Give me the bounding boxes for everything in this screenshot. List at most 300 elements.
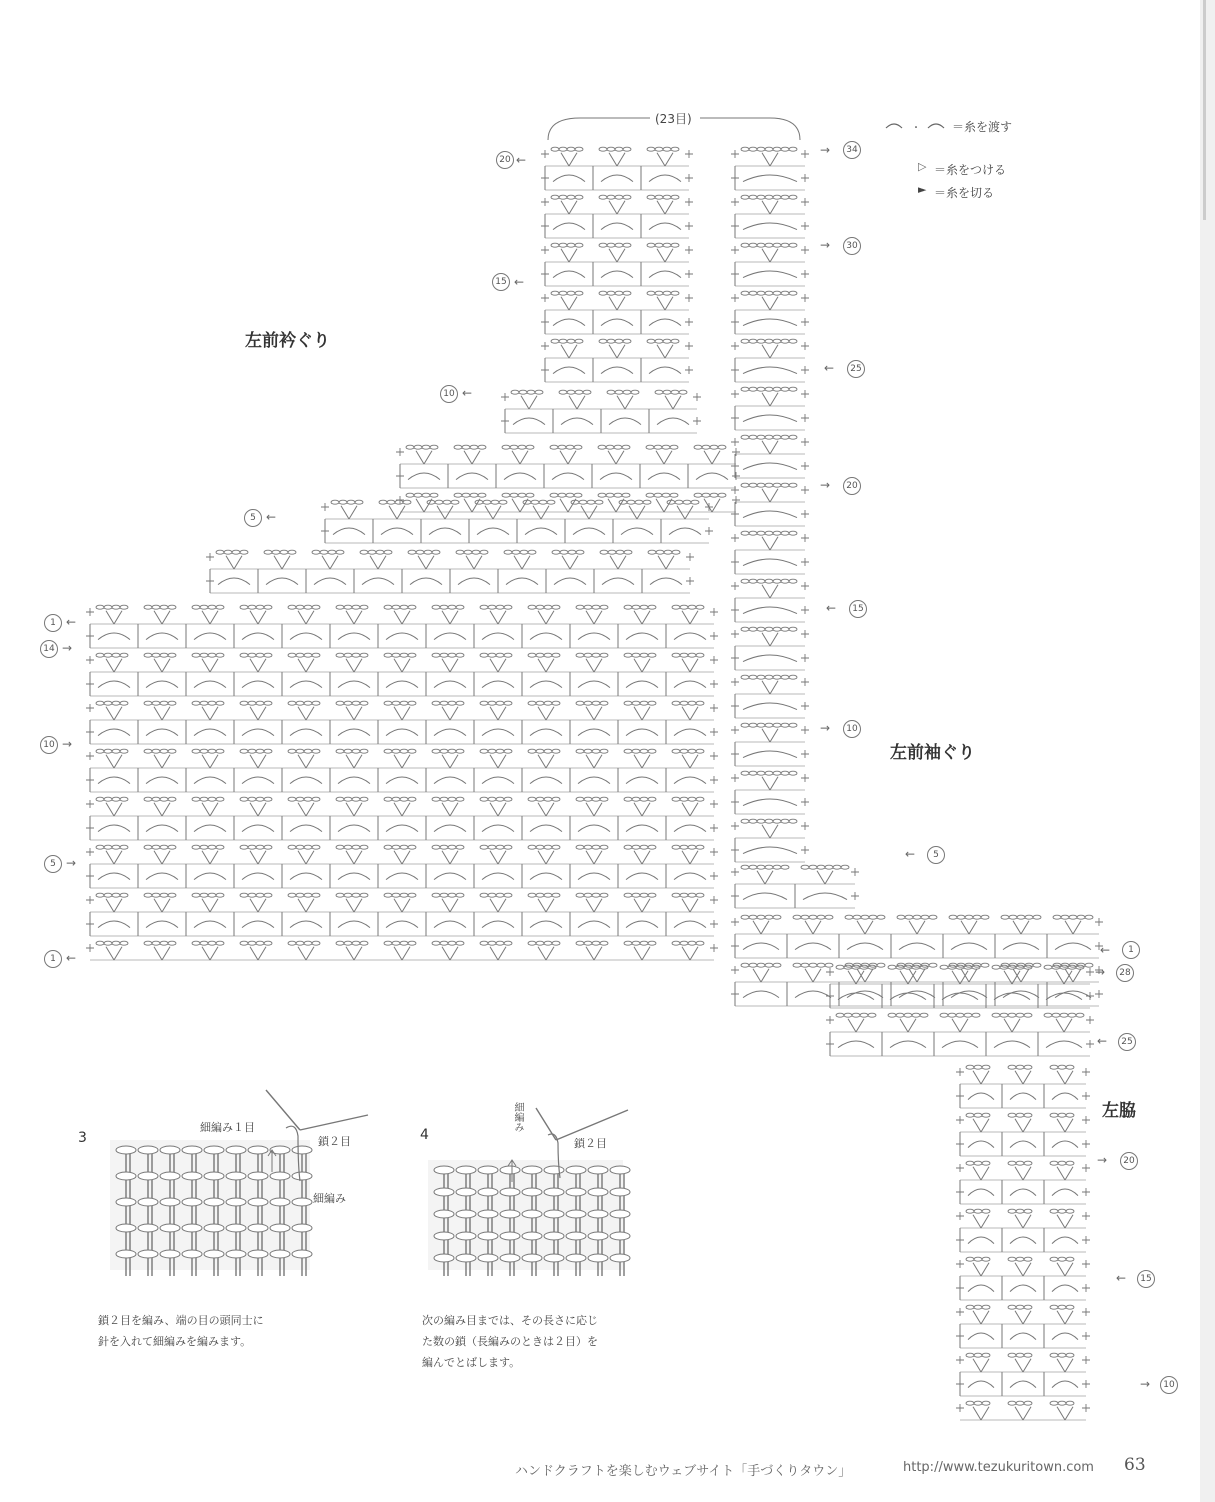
- chart-stroke: [592, 701, 600, 705]
- chart-stroke: [731, 558, 739, 566]
- chart-stroke: [146, 729, 178, 736]
- chart-stroke: [992, 1013, 1000, 1017]
- chart-stroke: [440, 653, 448, 657]
- chart-stroke: [615, 390, 623, 394]
- chart-stroke: [448, 701, 456, 705]
- chart-stroke: [430, 493, 438, 497]
- chart-stroke: [588, 1254, 608, 1262]
- chart-stroke: [623, 390, 631, 394]
- chart-stroke: [956, 1116, 964, 1124]
- chart-stroke: [96, 701, 104, 705]
- chart-stroke: [501, 393, 509, 401]
- chart-stroke: [442, 803, 450, 816]
- chart-stroke: [663, 339, 671, 343]
- chart-stroke: ←: [905, 847, 916, 861]
- chart-stroke: [306, 611, 314, 624]
- row-number: 28: [1116, 964, 1134, 982]
- chart-stroke: [112, 653, 120, 657]
- chart-stroke: [232, 550, 240, 554]
- chart-stroke: [250, 803, 258, 816]
- chart-stroke: [627, 500, 635, 504]
- chart-stroke: [640, 653, 648, 657]
- chart-stroke: [994, 1041, 1030, 1048]
- chart-stroke: [1073, 921, 1081, 934]
- chart-stroke: [204, 1224, 224, 1232]
- chart-stroke: [749, 627, 757, 631]
- chart-stroke: [575, 195, 583, 199]
- chart-stroke: [96, 797, 104, 801]
- chart-stroke: [592, 797, 600, 801]
- chart-stroke: [731, 678, 739, 686]
- chart-stroke: [1065, 1071, 1073, 1084]
- chart-stroke: [456, 1254, 476, 1262]
- chart-stroke: [586, 899, 594, 912]
- chart-stroke: [432, 845, 440, 849]
- chart-stroke: [552, 749, 560, 753]
- chart-stroke: [956, 1260, 964, 1268]
- chart-stroke: [781, 243, 789, 247]
- chart-stroke: [406, 445, 414, 449]
- chart-stroke: [346, 707, 354, 720]
- chart-stroke: [956, 1140, 964, 1148]
- chart-stroke: [973, 1119, 981, 1132]
- chart-stroke: [394, 851, 402, 864]
- chart-stroke: [617, 297, 625, 310]
- chart-stroke: [162, 659, 170, 672]
- chart-stroke: [541, 222, 549, 230]
- chart-stroke: [743, 319, 797, 326]
- chart-stroke: [120, 893, 128, 897]
- chart-stroke: [106, 899, 114, 912]
- chart-stroke: [480, 701, 488, 705]
- chart-stroke: [770, 201, 778, 214]
- chart-stroke: [646, 493, 654, 497]
- chart-stroke: [394, 947, 402, 960]
- chart-stroke: [120, 845, 128, 849]
- chart-stroke: [1095, 990, 1103, 998]
- chart-stroke: [478, 1254, 498, 1262]
- chart-stroke: [96, 893, 104, 897]
- chart-stroke: [702, 445, 710, 449]
- chart-stroke: [600, 749, 608, 753]
- chart-stroke: [1023, 1071, 1031, 1084]
- chart-stroke: [648, 605, 656, 609]
- chart-stroke: [781, 483, 789, 487]
- chart-stroke: [672, 701, 680, 705]
- chart-stroke: [498, 899, 506, 912]
- chart-stroke: [981, 1119, 989, 1132]
- chart-stroke: [1025, 915, 1033, 919]
- chart-stroke: [773, 579, 781, 583]
- chart-stroke: [640, 701, 648, 705]
- chart-stroke: [781, 771, 789, 775]
- chart-stroke: [586, 851, 594, 864]
- chart-stroke: [546, 755, 554, 768]
- chart-stroke: [360, 941, 368, 945]
- chart-stroke: [112, 893, 120, 897]
- chart-stroke: [1057, 1071, 1065, 1084]
- chart-stroke: [208, 845, 216, 849]
- chart-stroke: [434, 1254, 454, 1262]
- chart-stroke: [949, 915, 957, 919]
- chart-stroke: [112, 701, 120, 705]
- chart-stroke: [909, 921, 917, 934]
- chart-stroke: [522, 556, 530, 569]
- chart-stroke: [264, 941, 272, 945]
- chart-stroke: [496, 749, 504, 753]
- chart-stroke: [757, 963, 765, 967]
- chart-stroke: [770, 633, 778, 646]
- chart-stroke: [422, 493, 430, 497]
- chart-stroke: [1033, 963, 1041, 967]
- chart-stroke: [210, 659, 218, 672]
- chart-stroke: [567, 390, 575, 394]
- chart-stroke: [264, 653, 272, 657]
- chart-stroke: [696, 701, 704, 705]
- chart-stroke: [948, 1013, 956, 1017]
- chart-stroke: ←: [514, 275, 525, 289]
- chart-stroke: [913, 915, 921, 919]
- chart-stroke: [104, 653, 112, 657]
- chart-stroke: [845, 915, 853, 919]
- chart-stroke: [456, 701, 464, 705]
- chart-stroke: [544, 1210, 564, 1218]
- chart-stroke: [773, 915, 781, 919]
- chart-stroke: [306, 659, 314, 672]
- chart-stroke: [610, 1210, 630, 1218]
- chart-stroke: [731, 222, 739, 230]
- chart-stroke: [640, 893, 648, 897]
- chart-stroke: [98, 825, 130, 832]
- chart-stroke: [1058, 1209, 1066, 1213]
- chart-stroke: [682, 659, 690, 672]
- chart-stroke: [546, 899, 554, 912]
- chart-stroke: [1024, 1161, 1032, 1165]
- chart-stroke: [312, 941, 320, 945]
- chart-stroke: [805, 969, 813, 982]
- chart-stroke: [731, 654, 739, 662]
- chart-stroke: [731, 990, 739, 998]
- chart-stroke: [312, 893, 320, 897]
- chart-stroke: [146, 825, 178, 832]
- chart-stroke: [801, 558, 809, 566]
- chart-stroke: [448, 797, 456, 801]
- chart-stroke: [817, 963, 825, 967]
- chart-stroke: [194, 921, 226, 928]
- chart-stroke: [609, 201, 617, 214]
- chart-stroke: [216, 653, 224, 657]
- chart-stroke: [208, 941, 216, 945]
- chart-stroke: [743, 751, 797, 758]
- chart-stroke: [536, 701, 544, 705]
- chart-stroke: [530, 729, 562, 736]
- chart-stroke: [600, 893, 608, 897]
- chart-stroke: [240, 605, 248, 609]
- chart-stroke: [1082, 1332, 1090, 1340]
- chart-stroke: [743, 223, 797, 230]
- chart-stroke: [576, 749, 584, 753]
- chart-stroke: [146, 777, 178, 784]
- chart-stroke: [402, 899, 410, 912]
- chart-stroke: [781, 147, 789, 151]
- chart-stroke: [615, 243, 623, 247]
- chart-stroke: [162, 803, 170, 816]
- chart-stroke: [456, 473, 488, 480]
- chart-stroke: [691, 500, 699, 504]
- chart-stroke: [264, 749, 272, 753]
- chart-stroke: [96, 605, 104, 609]
- chart-stroke: [559, 291, 567, 295]
- chart-stroke: [741, 147, 749, 151]
- chart-stroke: [617, 249, 625, 262]
- chart-stroke: [801, 726, 809, 734]
- step-4-tag: 細編み: [512, 1102, 523, 1132]
- chart-stroke: [392, 893, 400, 897]
- chart-stroke: [655, 147, 663, 151]
- chart-stroke: [635, 500, 643, 504]
- chart-stroke: [741, 865, 749, 869]
- chart-stroke: [712, 451, 720, 464]
- chart-stroke: [741, 819, 749, 823]
- chart-stroke: [402, 851, 410, 864]
- chart-stroke: [360, 701, 368, 705]
- chart-stroke: [440, 701, 448, 705]
- chart-stroke: [290, 873, 322, 880]
- chart-stroke: [86, 608, 94, 616]
- chart-stroke: [450, 803, 458, 816]
- chart-stroke: [288, 701, 296, 705]
- chart-stroke: [1065, 921, 1073, 934]
- chart-stroke: [544, 605, 552, 609]
- chart-stroke: [482, 873, 514, 880]
- chart-stroke: [770, 249, 778, 262]
- chart-stroke: [432, 653, 440, 657]
- chart-stroke: [522, 1210, 542, 1218]
- chart-stroke: [144, 653, 152, 657]
- chart-stroke: [408, 941, 416, 945]
- chart-stroke: [838, 993, 874, 1000]
- chart-stroke: [1050, 1257, 1058, 1261]
- chart-stroke: [456, 605, 464, 609]
- chart-stroke: [1015, 1311, 1023, 1324]
- chart-stroke: [1058, 1161, 1066, 1165]
- chart-stroke: [643, 500, 651, 504]
- chart-stroke: [331, 500, 339, 504]
- chart-stroke: [1016, 1257, 1024, 1261]
- chart-stroke: [615, 339, 623, 343]
- chart-stroke: [288, 605, 296, 609]
- chart-stroke: [536, 797, 544, 801]
- chart-stroke: ←: [1116, 1271, 1127, 1285]
- chart-stroke: [248, 1172, 268, 1180]
- chart-stroke: [562, 556, 570, 569]
- chart-stroke: [96, 749, 104, 753]
- chart-stroke: [757, 723, 765, 727]
- chart-stroke: [801, 963, 809, 967]
- chart-stroke: [551, 243, 559, 247]
- chart-stroke: [210, 611, 218, 624]
- chart-stroke: [454, 445, 462, 449]
- chart-stroke: [679, 390, 687, 394]
- chart-stroke: [553, 271, 585, 278]
- chart-stroke: [616, 451, 624, 464]
- chart-stroke: [162, 755, 170, 768]
- chart-stroke: [86, 872, 94, 880]
- chart-stroke: [1085, 915, 1093, 919]
- chart-stroke: [685, 270, 693, 278]
- chart-stroke: [773, 723, 781, 727]
- chart-stroke: [672, 893, 680, 897]
- chart-stroke: [248, 653, 256, 657]
- chart-stroke: [406, 493, 414, 497]
- chart-stroke: [120, 941, 128, 945]
- chart-stroke: [521, 396, 529, 409]
- chart-stroke: [762, 681, 770, 694]
- cut-yarn-icon: ►: [918, 183, 927, 196]
- chart-stroke: [538, 947, 546, 960]
- chart-stroke: [104, 605, 112, 609]
- chart-stroke: [538, 899, 546, 912]
- chart-stroke: [349, 506, 357, 519]
- chart-stroke: [671, 147, 679, 151]
- chart-stroke: [144, 941, 152, 945]
- chart-stroke: [304, 749, 312, 753]
- chart-stroke: [600, 550, 608, 554]
- chart-stroke: [1010, 1093, 1036, 1100]
- chart-stroke: [528, 701, 536, 705]
- chart-stroke: [632, 749, 640, 753]
- chart-stroke: [98, 681, 130, 688]
- chart-stroke: [298, 851, 306, 864]
- chart-stroke: [731, 270, 739, 278]
- chart-stroke: [917, 969, 925, 982]
- chart-stroke: [432, 550, 440, 554]
- chart-stroke: [1024, 1013, 1032, 1017]
- chart-stroke: [680, 845, 688, 849]
- chart-stroke: [602, 578, 634, 585]
- chart-stroke: [664, 550, 672, 554]
- chart-stroke: [793, 915, 801, 919]
- chart-stroke: [624, 845, 632, 849]
- chart-stroke: [743, 175, 797, 182]
- chart-stroke: [1010, 1237, 1036, 1244]
- chart-stroke: [394, 659, 402, 672]
- chart-stroke: [339, 500, 347, 504]
- chart-stroke: [482, 681, 514, 688]
- chart-stroke: [1065, 1311, 1073, 1324]
- chart-stroke: [498, 947, 506, 960]
- chart-stroke: [202, 899, 210, 912]
- chart-stroke: [690, 659, 698, 672]
- chart-stroke: [106, 659, 114, 672]
- chart-stroke: [749, 915, 757, 919]
- chart-stroke: [615, 291, 623, 295]
- chart-stroke: [104, 701, 112, 705]
- chart-stroke: [396, 448, 404, 456]
- chart-stroke: [647, 147, 655, 151]
- chart-stroke: [696, 893, 704, 897]
- chart-stroke: [974, 1401, 982, 1405]
- chart-stroke: [120, 605, 128, 609]
- chart-stroke: [680, 701, 688, 705]
- chart-stroke: [801, 606, 809, 614]
- chart-stroke: [456, 550, 464, 554]
- chart-stroke: [336, 845, 344, 849]
- chart-stroke: [836, 1013, 844, 1017]
- chart-stroke: [575, 291, 583, 295]
- chart-stroke: [344, 893, 352, 897]
- chart-stroke: [210, 851, 218, 864]
- chart-stroke: [400, 605, 408, 609]
- chart-stroke: [434, 1232, 454, 1240]
- row-number: 10: [843, 720, 861, 738]
- chart-stroke: [248, 1146, 268, 1154]
- chart-stroke: [1058, 1257, 1066, 1261]
- chart-stroke: [762, 825, 770, 838]
- chart-stroke: [152, 845, 160, 849]
- chart-stroke: [688, 653, 696, 657]
- chart-stroke: [956, 1380, 964, 1388]
- row-number: 10: [40, 736, 58, 754]
- armhole-label: 左前袖ぐり: [890, 743, 975, 763]
- chart-stroke: [781, 387, 789, 391]
- chart-stroke: [940, 1013, 948, 1017]
- chart-stroke: [789, 819, 797, 823]
- chart-stroke: [448, 749, 456, 753]
- chart-stroke: [680, 749, 688, 753]
- chart-stroke: [490, 611, 498, 624]
- chart-stroke: [490, 851, 498, 864]
- chart-stroke: [685, 506, 693, 519]
- chart-stroke: [649, 175, 681, 182]
- chart-stroke: [1023, 1263, 1031, 1276]
- chart-stroke: [296, 941, 304, 945]
- chart-stroke: [1050, 1065, 1058, 1069]
- chart-stroke: [610, 1166, 630, 1174]
- chart-stroke: [416, 499, 424, 512]
- chart-stroke: [478, 1232, 498, 1240]
- chart-stroke: [384, 653, 392, 657]
- chart-stroke: [690, 899, 698, 912]
- chart-stroke: [1016, 1353, 1024, 1357]
- chart-stroke: [956, 1212, 964, 1220]
- chart-stroke: [757, 675, 765, 679]
- chart-stroke: [743, 559, 797, 566]
- chart-stroke: [344, 701, 352, 705]
- chart-stroke: [501, 417, 509, 425]
- chart-stroke: [710, 632, 718, 640]
- footer-url[interactable]: http://www.tezukuritown.com: [903, 1460, 1094, 1475]
- chart-stroke: [826, 992, 834, 1000]
- chart-stroke: [162, 947, 170, 960]
- chart-stroke: [624, 605, 632, 609]
- chart-stroke: [1024, 1401, 1032, 1405]
- chart-stroke: [578, 825, 610, 832]
- chart-stroke: [1016, 1209, 1024, 1213]
- chart-stroke: [538, 851, 546, 864]
- chart-stroke: [672, 941, 680, 945]
- chart-stroke: [856, 1019, 864, 1032]
- chart-stroke: [773, 387, 781, 391]
- chart-stroke: [288, 845, 296, 849]
- chart-stroke: [731, 150, 739, 158]
- chart-stroke: [226, 1198, 246, 1206]
- chart-stroke: [264, 605, 272, 609]
- chart-stroke: [434, 633, 466, 640]
- chart-stroke: [665, 249, 673, 262]
- chart-stroke: [617, 396, 625, 409]
- chart-stroke: [482, 729, 514, 736]
